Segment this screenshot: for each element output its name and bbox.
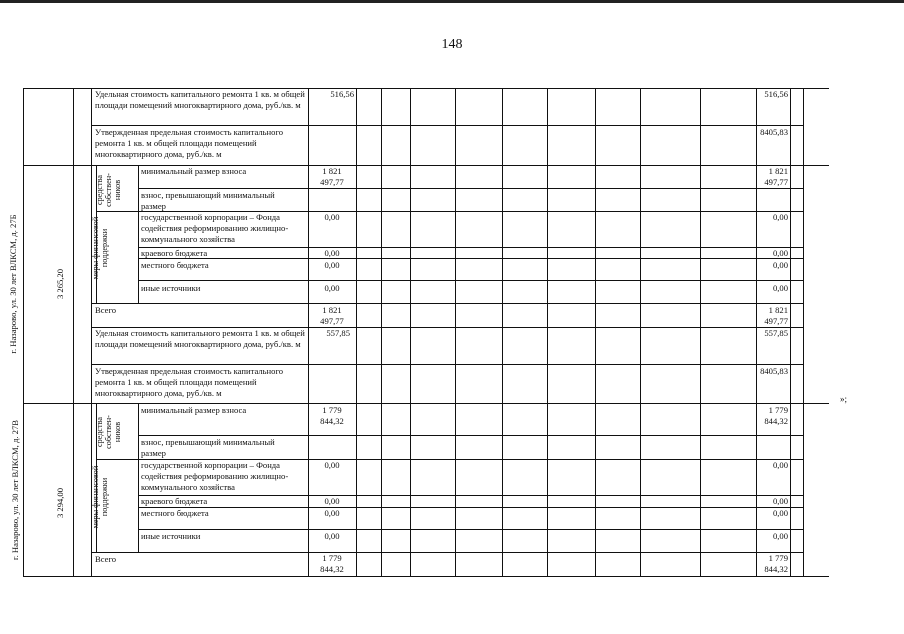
state-corp-value: 0,00 <box>324 212 340 222</box>
col-line <box>803 88 804 576</box>
other-label: иные источники <box>141 283 201 293</box>
local-total: 0,00 <box>772 508 788 518</box>
state-corp-value: 0,00 <box>324 460 340 470</box>
specific-cost-total: 557,85 <box>764 328 788 338</box>
min-contribution-total: 1 821 497,77 <box>764 166 788 187</box>
row-line <box>91 364 803 365</box>
address-27v: г. Назарово, ул. 30 лет ВЛКСМ, д. 27В <box>10 420 20 560</box>
state-corp-total: 0,00 <box>772 460 788 470</box>
approved-cost-label: Утвержденная предельная стоимость капитального ремонта 1 кв. м общей площади помещений многоквартирного дома, руб./кв. м <box>95 366 284 398</box>
min-contribution-total: 1 779 844,32 <box>764 405 788 426</box>
page-number: 148 <box>441 37 463 52</box>
col-line <box>595 88 596 576</box>
total-label: Всего <box>95 305 117 315</box>
approved-cost-label: Утвержденная предельная стоимость капитального ремонта 1 кв. м общей площади помещений многоквартирного дома, руб./кв. м <box>95 127 284 159</box>
regional-value: 0,00 <box>324 248 340 258</box>
min-contribution-label: минимальный размер взноса <box>141 405 247 415</box>
row-line <box>23 576 829 577</box>
min-contribution-label: минимальный размер взноса <box>141 166 247 176</box>
specific-cost-total: 516,56 <box>764 89 788 99</box>
row-line <box>23 403 829 404</box>
regional-total: 0,00 <box>772 496 788 506</box>
specific-cost-value: 516,56 <box>330 89 354 99</box>
col-line <box>455 88 456 576</box>
total-value: 1 821 497,77 <box>320 305 344 326</box>
col-line <box>381 88 382 576</box>
total-value: 1 779 844,32 <box>320 553 344 574</box>
col-line <box>547 88 548 576</box>
over-min-label: взнос, превышающий минимальный размер <box>141 190 275 211</box>
area-27v: 3 294,00 <box>55 487 65 519</box>
col-line <box>410 88 411 576</box>
local-label: местного бюджета <box>141 508 209 518</box>
total-label: Всего <box>95 554 117 564</box>
approved-cost-value: 8405,83 <box>760 127 788 137</box>
owner-funds-label: средства собствен-ников <box>95 415 122 449</box>
state-corp-total: 0,00 <box>772 212 788 222</box>
over-min-label: взнос, превышающий минимальный размер <box>141 437 275 458</box>
row-line <box>91 552 803 553</box>
other-total: 0,00 <box>772 531 788 541</box>
min-contribution-value: 1 779 844,32 <box>320 405 344 426</box>
col-line <box>138 403 139 552</box>
state-corp-label: государственной корпорации – Фонда содействия реформированию жилищно-коммунального хозяйства <box>141 212 289 244</box>
regional-total: 0,00 <box>772 248 788 258</box>
other-total: 0,00 <box>772 283 788 293</box>
address-27b: г. Назарово, ул. 30 лет ВЛКСМ, д. 27Б <box>8 214 18 354</box>
regional-label: краевого бюджета <box>141 496 208 506</box>
approved-cost-value: 8405,83 <box>760 366 788 376</box>
col-line <box>23 88 24 576</box>
total-total: 1 779 844,32 <box>764 553 788 574</box>
support-measures-label: меры финансовой поддержки <box>91 216 109 280</box>
state-corp-label: государственной корпорации – Фонда содействия реформированию жилищно-коммунального хозяйства <box>141 460 289 492</box>
other-value: 0,00 <box>324 531 340 541</box>
row-line <box>138 529 803 530</box>
col-line <box>308 88 309 576</box>
col-line <box>502 88 503 576</box>
specific-cost-value: 557,85 <box>326 328 350 338</box>
specific-cost-label: Удельная стоимость капитального ремонта 1 кв. м общей площади помещений многоквартирного дома, руб./кв. м <box>95 328 305 349</box>
col-line <box>356 88 357 576</box>
area-27b: 3 265,20 <box>55 268 65 300</box>
edge-mark: »; <box>840 394 848 404</box>
regional-label: краевого бюджета <box>141 248 208 258</box>
local-total: 0,00 <box>772 260 788 270</box>
support-measures-label: меры финансовой поддержки <box>91 465 109 529</box>
scan-top-edge <box>0 0 904 3</box>
local-value: 0,00 <box>324 508 340 518</box>
col-line <box>138 165 139 303</box>
total-total: 1 821 497,77 <box>764 305 788 326</box>
row-line <box>138 280 803 281</box>
row-line <box>138 435 803 436</box>
regional-value: 0,00 <box>324 496 340 506</box>
specific-cost-label: Удельная стоимость капитального ремонта 1 кв. м общей площади помещений многоквартирного дома, руб./кв. м <box>95 89 305 110</box>
owner-funds-label: средства собствен-ников <box>95 173 122 207</box>
row-line <box>138 188 803 189</box>
min-contribution-value: 1 821 497,77 <box>320 166 344 187</box>
other-label: иные источники <box>141 531 201 541</box>
local-label: местного бюджета <box>141 260 209 270</box>
row-line <box>91 303 803 304</box>
col-line <box>700 88 701 576</box>
row-line <box>91 125 803 126</box>
col-line <box>640 88 641 576</box>
col-line <box>790 88 791 576</box>
other-value: 0,00 <box>324 283 340 293</box>
col-line <box>73 88 74 576</box>
local-value: 0,00 <box>324 260 340 270</box>
